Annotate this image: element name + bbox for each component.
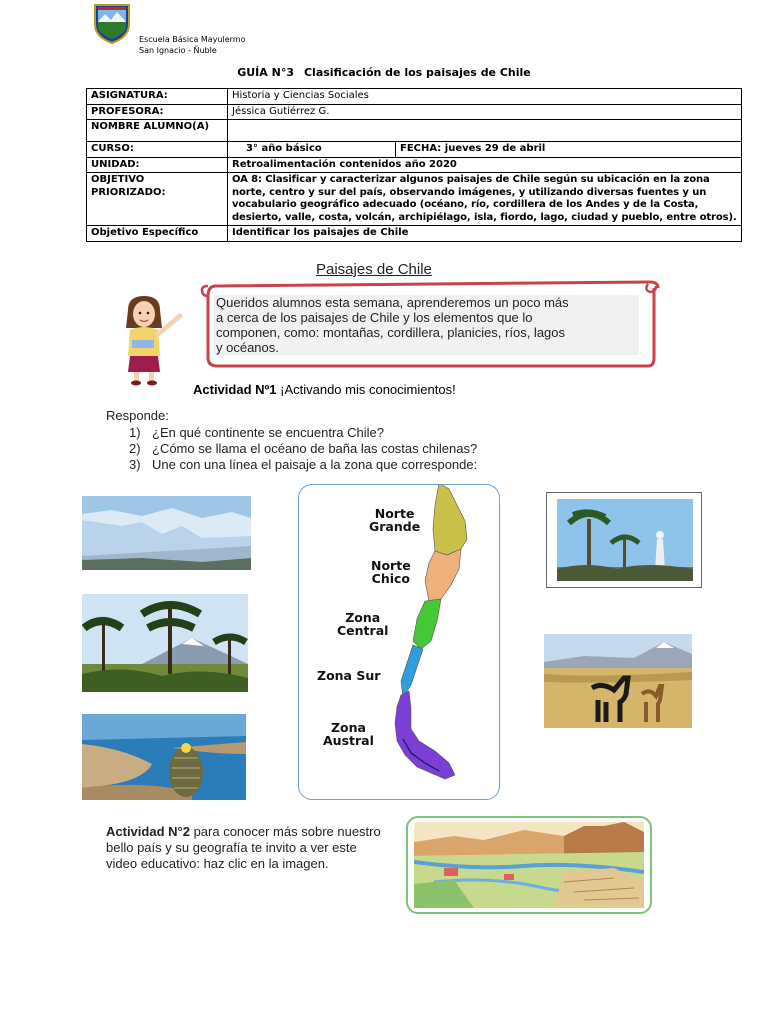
table-row bbox=[87, 120, 742, 142]
alumno-value[interactable] bbox=[228, 120, 742, 142]
alumno-label: NOMBRE ALUMNO(A) bbox=[87, 120, 228, 142]
activity1-heading bbox=[193, 382, 456, 397]
question-number: 2) bbox=[129, 441, 141, 456]
zone-label-line: Norte bbox=[371, 558, 411, 573]
table-row bbox=[87, 142, 742, 158]
section-title: Paisajes de Chile bbox=[316, 261, 432, 278]
palm-trees-statue-frame bbox=[546, 492, 702, 588]
zone-label-line: Grande bbox=[369, 519, 421, 534]
question-text: ¿Cómo se llama el océano de baña las costas chilenas? bbox=[152, 441, 478, 456]
zone-label-line: Zona bbox=[330, 720, 366, 735]
question-item bbox=[129, 441, 477, 456]
palm-trees-statue-image[interactable] bbox=[557, 499, 693, 581]
message-line: y océanos. bbox=[214, 340, 639, 355]
chile-zones-map bbox=[298, 484, 500, 800]
activity1-label: Actividad Nº1 bbox=[193, 382, 277, 397]
unidad-value: Retroalimentación contenidos año 2020 bbox=[228, 157, 742, 173]
school-info bbox=[139, 34, 246, 56]
school-location: San Ignacio - Ñuble bbox=[139, 46, 217, 55]
activity2-text-block bbox=[106, 824, 386, 872]
question-item bbox=[129, 425, 384, 440]
table-row bbox=[87, 226, 742, 242]
activity2-label: Actividad N°2 bbox=[106, 824, 190, 839]
table-row bbox=[87, 89, 742, 105]
teacher-illustration bbox=[118, 294, 188, 386]
school-name: Escuela Básica Mayulermo bbox=[139, 35, 246, 44]
intro-message bbox=[214, 295, 639, 355]
question-number: 1) bbox=[129, 425, 141, 440]
zone-label-zona-central bbox=[337, 611, 388, 637]
table-row bbox=[87, 104, 742, 120]
question-text: Une con una línea el paisaje a la zona que corresponde: bbox=[152, 457, 478, 472]
activity1-text: ¡Activando mis conocimientos! bbox=[276, 382, 456, 397]
zone-label-line: Austral bbox=[323, 733, 374, 748]
zone-label-line: Zona bbox=[345, 610, 381, 625]
curso-label: CURSO: bbox=[87, 142, 228, 158]
fecha-value: FECHA: jueves 29 de abril bbox=[396, 142, 742, 158]
message-line: Queridos alumnos esta semana, aprenderemos un poco más bbox=[214, 295, 639, 310]
chile-relief-video-thumbnail[interactable] bbox=[414, 822, 644, 908]
glacier-image[interactable] bbox=[82, 496, 251, 570]
question-text: ¿En qué continente se encuentra Chile? bbox=[152, 425, 384, 440]
guide-title-text: Clasificación de los paisajes de Chile bbox=[303, 66, 531, 79]
zone-label-zona-austral bbox=[323, 721, 374, 747]
guide-number: GUÍA N°3 bbox=[237, 66, 294, 79]
unidad-label: UNIDAD: bbox=[87, 157, 228, 173]
altiplano-llamas-image[interactable] bbox=[544, 634, 692, 728]
respond-label: Responde: bbox=[106, 408, 169, 423]
question-number: 3) bbox=[129, 457, 141, 472]
objetivo-label-line2: PRIORIZADO: bbox=[91, 186, 166, 198]
especifico-label: Objetivo Específico bbox=[87, 226, 228, 242]
table-row bbox=[87, 157, 742, 173]
zone-label-norte-grande bbox=[369, 507, 420, 533]
activity2-text: para conocer más sobre nuestro bello país y su geografía te invito a ver este video educativo: haz clic en la imagen. bbox=[106, 824, 381, 871]
zone-label-line: Chico bbox=[371, 571, 411, 586]
zone-label-norte-chico bbox=[371, 559, 411, 585]
asignatura-label: ASIGNATURA: bbox=[87, 89, 228, 105]
guide-title bbox=[0, 66, 768, 79]
message-line: componen, como: montañas, cordillera, planicies, ríos, lagos bbox=[214, 325, 639, 340]
info-table bbox=[86, 88, 742, 242]
araucaria-forest-image[interactable] bbox=[82, 594, 248, 692]
video-link[interactable] bbox=[406, 816, 652, 914]
profesora-label: PROFESORA: bbox=[87, 104, 228, 120]
objetivo-value: OA 8: Clasificar y caracterizar algunos paisajes de Chile según su ubicación en la zona norte, centro y sur del país, observando imágenes, y utilizando diversas fuentes y un vocabulario geográfico adecuado (océano, río, cordillera de los Andes y de la Costa, desierto, valle, costa, volcán, archipiélago, isla, fiordo, lago, ciudad y pueblo, entre otros). bbox=[228, 173, 742, 226]
profesora-value: Jéssica Gutiérrez G. bbox=[228, 104, 742, 120]
school-crest-logo bbox=[91, 2, 133, 44]
message-line: a cerca de los paisajes de Chile y los elementos que lo bbox=[214, 310, 639, 325]
asignatura-value: Historia y Ciencias Sociales bbox=[228, 89, 742, 105]
zone-label-line: Norte bbox=[374, 506, 415, 521]
curso-value: 3° año básico bbox=[228, 142, 396, 158]
objetivo-label-line1: OBJETIVO bbox=[91, 174, 145, 185]
objetivo-label bbox=[87, 173, 228, 226]
zone-label-line: Central bbox=[337, 623, 389, 638]
table-row bbox=[87, 173, 742, 226]
coastal-cactus-image[interactable] bbox=[82, 714, 246, 800]
question-item bbox=[129, 457, 477, 472]
especifico-value: Identificar los paisajes de Chile bbox=[228, 226, 742, 242]
zone-label-zona-sur: Zona Sur bbox=[317, 668, 381, 683]
